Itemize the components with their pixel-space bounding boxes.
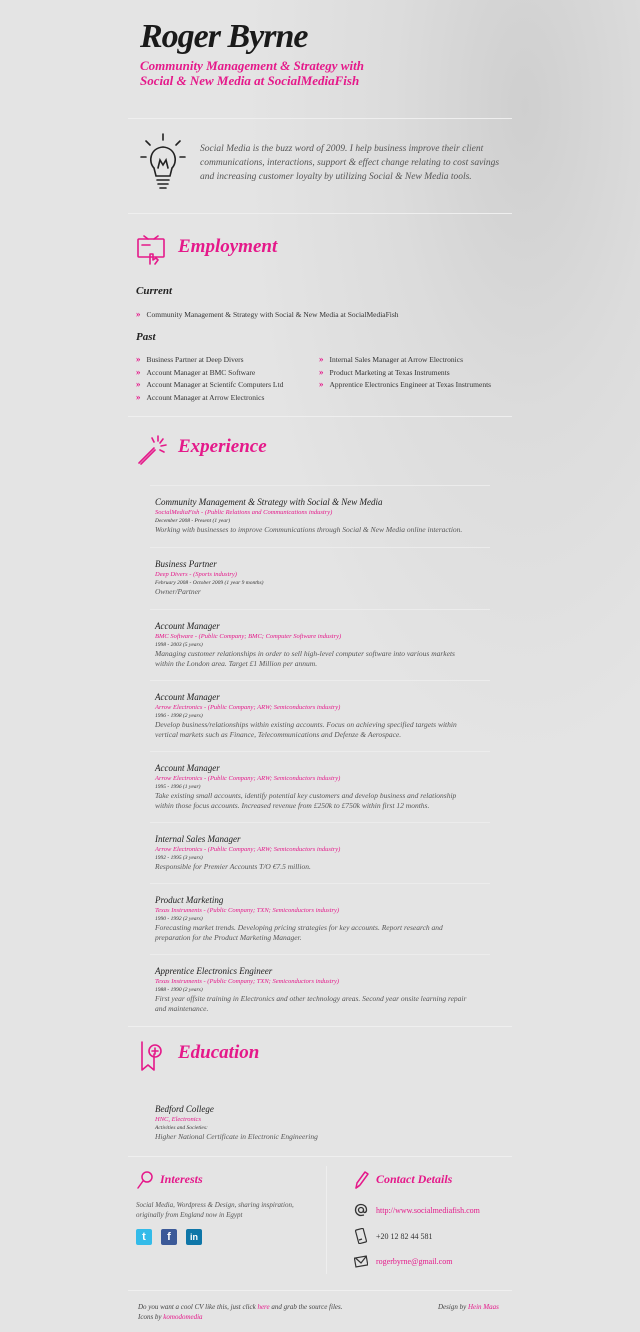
divider bbox=[128, 416, 512, 417]
linkedin-icon[interactable]: in bbox=[186, 1229, 202, 1245]
date-range: 1995 - 1996 (1 year) bbox=[155, 784, 201, 790]
list-item: » Business Partner at Deep Divers bbox=[136, 353, 283, 366]
experience-item bbox=[155, 692, 495, 740]
job-description: Owner/Partner bbox=[155, 587, 201, 596]
list-item: » Account Manager at Arrow Electronics bbox=[136, 391, 283, 404]
facebook-icon[interactable]: f bbox=[161, 1229, 177, 1245]
job-description: Responsible for Premier Accounts T/O €7.5 million. bbox=[155, 862, 311, 871]
list-item: » Community Management & Strategy with Social & New Media at SocialMediaFish bbox=[136, 308, 399, 321]
list-item: » Internal Sales Manager at Arrow Electronics bbox=[319, 353, 491, 366]
website-link[interactable]: http://www.socialmediafish.com bbox=[376, 1206, 480, 1215]
divider bbox=[128, 213, 512, 214]
footer-text: Do you want a cool CV like this, just click bbox=[138, 1303, 258, 1311]
job-description: Working with businesses to improve Communications through Social & New Media online interaction. bbox=[155, 525, 463, 534]
experience-item bbox=[155, 763, 495, 811]
company-line: Texas Instruments - (Public Company; TXN; Semiconductors industry) bbox=[155, 907, 340, 914]
magic-wand-icon bbox=[136, 434, 168, 466]
job-description: Forecasting market trends. Developing pricing strategies for key accounts. Report research and preparation for the Product Marketing Manager. bbox=[155, 923, 443, 942]
divider bbox=[150, 485, 490, 486]
divider bbox=[128, 118, 512, 119]
divider bbox=[150, 680, 490, 681]
contact-title: Contact Details bbox=[376, 1172, 453, 1186]
vertical-divider bbox=[326, 1166, 327, 1274]
job-title: Business Partner bbox=[155, 559, 217, 569]
date-range: 1992 - 1995 (3 years) bbox=[155, 855, 203, 861]
education-item bbox=[155, 1104, 495, 1142]
job-title: Account Manager bbox=[155, 763, 220, 773]
divider bbox=[128, 1156, 512, 1157]
experience-item bbox=[155, 559, 495, 597]
page-title: Roger Byrne bbox=[140, 18, 308, 55]
ribbon-badge-icon bbox=[136, 1040, 168, 1072]
degree: HNC, Electronics bbox=[155, 1116, 201, 1123]
job-description: Managing customer relationships in order to sell high-level computer software into various markets within the London area. Target £1 Million per annum. bbox=[155, 649, 455, 668]
company-line: SocialMediaFish - (Public Relations and Communications industry) bbox=[155, 509, 333, 516]
divider bbox=[150, 822, 490, 823]
tagline: Community Management & Strategy with Social & New Media at SocialMediaFish bbox=[140, 58, 364, 88]
job-description: Take existing small accounts, identify potential key customers and develop business and relationship within those focus accounts. Increased revenue from £250k to £750k within first 12 months. bbox=[155, 791, 457, 810]
divider bbox=[150, 609, 490, 610]
job-title: Community Management & Strategy with Social & New Media bbox=[155, 497, 383, 507]
company-line: BMC Software - (Public Company; BMC; Computer Software industry) bbox=[155, 633, 342, 640]
divider bbox=[150, 883, 490, 884]
date-range: 1990 - 1992 (2 years) bbox=[155, 916, 203, 922]
monitor-hand-icon bbox=[136, 234, 168, 266]
current-label: Current bbox=[136, 285, 173, 297]
company-line: Arrow Electronics - (Public Company; ARW; Semiconductors industry) bbox=[155, 775, 341, 782]
date-range: 1998 - 2003 (5 years) bbox=[155, 642, 203, 648]
source-link[interactable]: here bbox=[257, 1303, 270, 1311]
list-item: » Account Manager at BMC Software bbox=[136, 366, 283, 379]
footer-text: and grab the source files. bbox=[269, 1303, 343, 1311]
lightbulb-icon bbox=[140, 132, 186, 192]
designer-link[interactable]: Hein Maas bbox=[467, 1303, 499, 1311]
job-title: Account Manager bbox=[155, 621, 220, 631]
company-line: Texas Instruments - (Public Company; TXN; Semiconductors industry) bbox=[155, 978, 340, 985]
employment-title: Employment bbox=[178, 236, 278, 257]
divider bbox=[150, 547, 490, 548]
job-title: Product Marketing bbox=[155, 895, 224, 905]
past-list-right bbox=[319, 353, 491, 391]
date-range: December 2008 - Present (1 year) bbox=[155, 518, 231, 524]
pushpin-icon bbox=[136, 1170, 154, 1190]
list-item: » Apprentice Electronics Engineer at Texas Instruments bbox=[319, 378, 491, 391]
activities-label: Activities and Societies: bbox=[155, 1125, 208, 1131]
education-description: Higher National Certificate in Electronic Engineering bbox=[155, 1132, 318, 1141]
divider bbox=[150, 954, 490, 955]
past-label: Past bbox=[136, 331, 156, 343]
list-item: » Account Manager at Scientifc Computers Ltd bbox=[136, 378, 283, 391]
intro-section bbox=[136, 132, 512, 196]
current-list bbox=[136, 308, 399, 321]
divider bbox=[150, 751, 490, 752]
pencil-icon bbox=[352, 1170, 370, 1190]
job-description: First year offsite training in Electronics and other technology areas. Second year onsite learning repair and maintenance. bbox=[155, 994, 467, 1013]
icons-credit-link[interactable]: komodomedia bbox=[163, 1313, 203, 1321]
interests-title: Interests bbox=[160, 1172, 203, 1186]
job-description: Develop business/relationships within existing accounts. Focus on achieving specified targets within vertical markets such as Finance, Telecommunications and Defenze & Aerospace. bbox=[155, 720, 457, 739]
job-title: Account Manager bbox=[155, 692, 220, 702]
job-title: Internal Sales Manager bbox=[155, 834, 241, 844]
date-range: 1996 - 1998 (2 years) bbox=[155, 713, 203, 719]
company-line: Deep Divers - (Sports industry) bbox=[155, 571, 237, 578]
experience-item bbox=[155, 966, 495, 1014]
mobile-phone-icon bbox=[354, 1228, 368, 1244]
footer-text: Icons by bbox=[138, 1313, 164, 1321]
school-name: Bedford College bbox=[155, 1104, 214, 1114]
footer-right bbox=[438, 1302, 499, 1312]
company-line: Arrow Electronics - (Public Company; ARW; Semiconductors industry) bbox=[155, 704, 341, 711]
divider bbox=[128, 1026, 512, 1027]
past-list-left bbox=[136, 353, 283, 403]
email-link[interactable]: rogerbyrne@gmail.com bbox=[376, 1257, 453, 1266]
divider bbox=[128, 1290, 512, 1291]
education-title: Education bbox=[178, 1042, 260, 1063]
list-item: » Product Marketing at Texas Instruments bbox=[319, 366, 491, 379]
envelope-icon bbox=[354, 1253, 368, 1269]
intro-text: Social Media is the buzz word of 2009. I help business improve their client communications, interactions, support & effect change relating to cost savings and increasing customer loyalty by utilizing Social & New Media tools. bbox=[200, 144, 500, 182]
header bbox=[136, 18, 512, 88]
experience-item bbox=[155, 834, 495, 872]
interests-text: Social Media, Wordpress & Design, sharing inspiration, originally from England now in Egypt bbox=[136, 1201, 294, 1219]
experience-item bbox=[155, 621, 495, 669]
twitter-icon[interactable]: t bbox=[136, 1229, 152, 1245]
date-range: 1988 - 1990 (2 years) bbox=[155, 987, 203, 993]
footer-left bbox=[138, 1302, 342, 1322]
footer-text: Design by bbox=[438, 1303, 468, 1311]
experience-title: Experience bbox=[178, 436, 267, 457]
company-line: Arrow Electronics - (Public Company; ARW; Semiconductors industry) bbox=[155, 846, 341, 853]
job-title: Apprentice Electronics Engineer bbox=[155, 966, 273, 976]
phone-number: +20 12 82 44 581 bbox=[376, 1232, 433, 1241]
experience-item bbox=[155, 895, 495, 943]
experience-item bbox=[155, 497, 495, 535]
at-icon bbox=[354, 1202, 368, 1218]
date-range: February 2008 - October 2009 (1 year 9 months) bbox=[155, 580, 264, 586]
